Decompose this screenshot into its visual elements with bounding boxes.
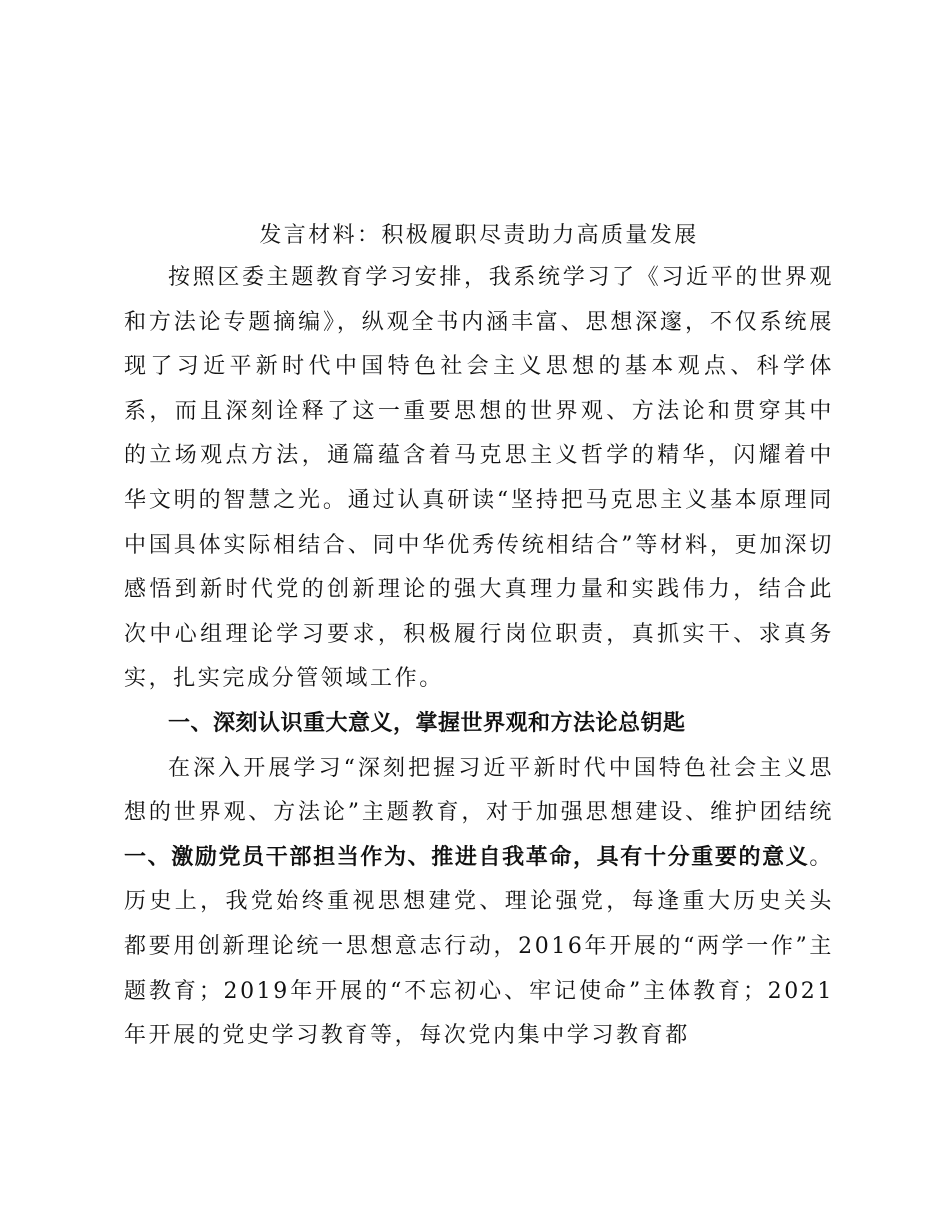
section-paragraph [124, 747, 834, 1059]
paragraph-text-start: 在深入开展学习“深刻把握习近平新时代中国特色社会主义思想的世界观、方法论”主题教育，对于加强思想建设、维护团结统 [124, 755, 834, 826]
paragraph-bold-text: 一、激励党员干部担当作为、推进自我革命，具有十分重要的意义 [124, 844, 810, 870]
section-heading: 一、深刻认识重大意义，掌握世界观和方法论总钥匙 [168, 710, 686, 736]
intro-paragraph: 按照区委主题教育学习安排，我系统学习了《习近平的世界观和方法论专题摘编》，纵观全书内涵丰富、思想深邃，不仅系统展现了习近平新时代中国特色社会主义思想的基本观点、科学体系，而且深刻诠释了这一重要思想的世界观、方法论和贯穿其中的立场观点方法，通篇蕴含着马克思主义哲学的精华，闪耀着中华文明的智慧之光。通过认真研读“坚持把马克思主义基本原理同中国具体实际相结合、同中华优秀传统相结合”等材料，更加深切感悟到新时代党的创新理论的强大真理力量和实践伟力，结合此次中心组理论学习要求，积极履行岗位职责，真抓实干、求真务实，扎实完成分管领域工作。 [124, 265, 834, 692]
document-body [124, 216, 834, 1059]
paragraph-text-end: 。历史上，我党始终重视思想建党、理论强党，每逢重大历史关头都要用创新理论统一思想意志行动，2016年开展的“两学一作”主题教育；2019年开展的“不忘初心、牢记使命”主体教育；2021年开展的党史学习教育等，每次党内集中学习教育都 [124, 844, 834, 1049]
document-title: 发言材料：积极履职尽责助力高质量发展 [259, 223, 699, 248]
